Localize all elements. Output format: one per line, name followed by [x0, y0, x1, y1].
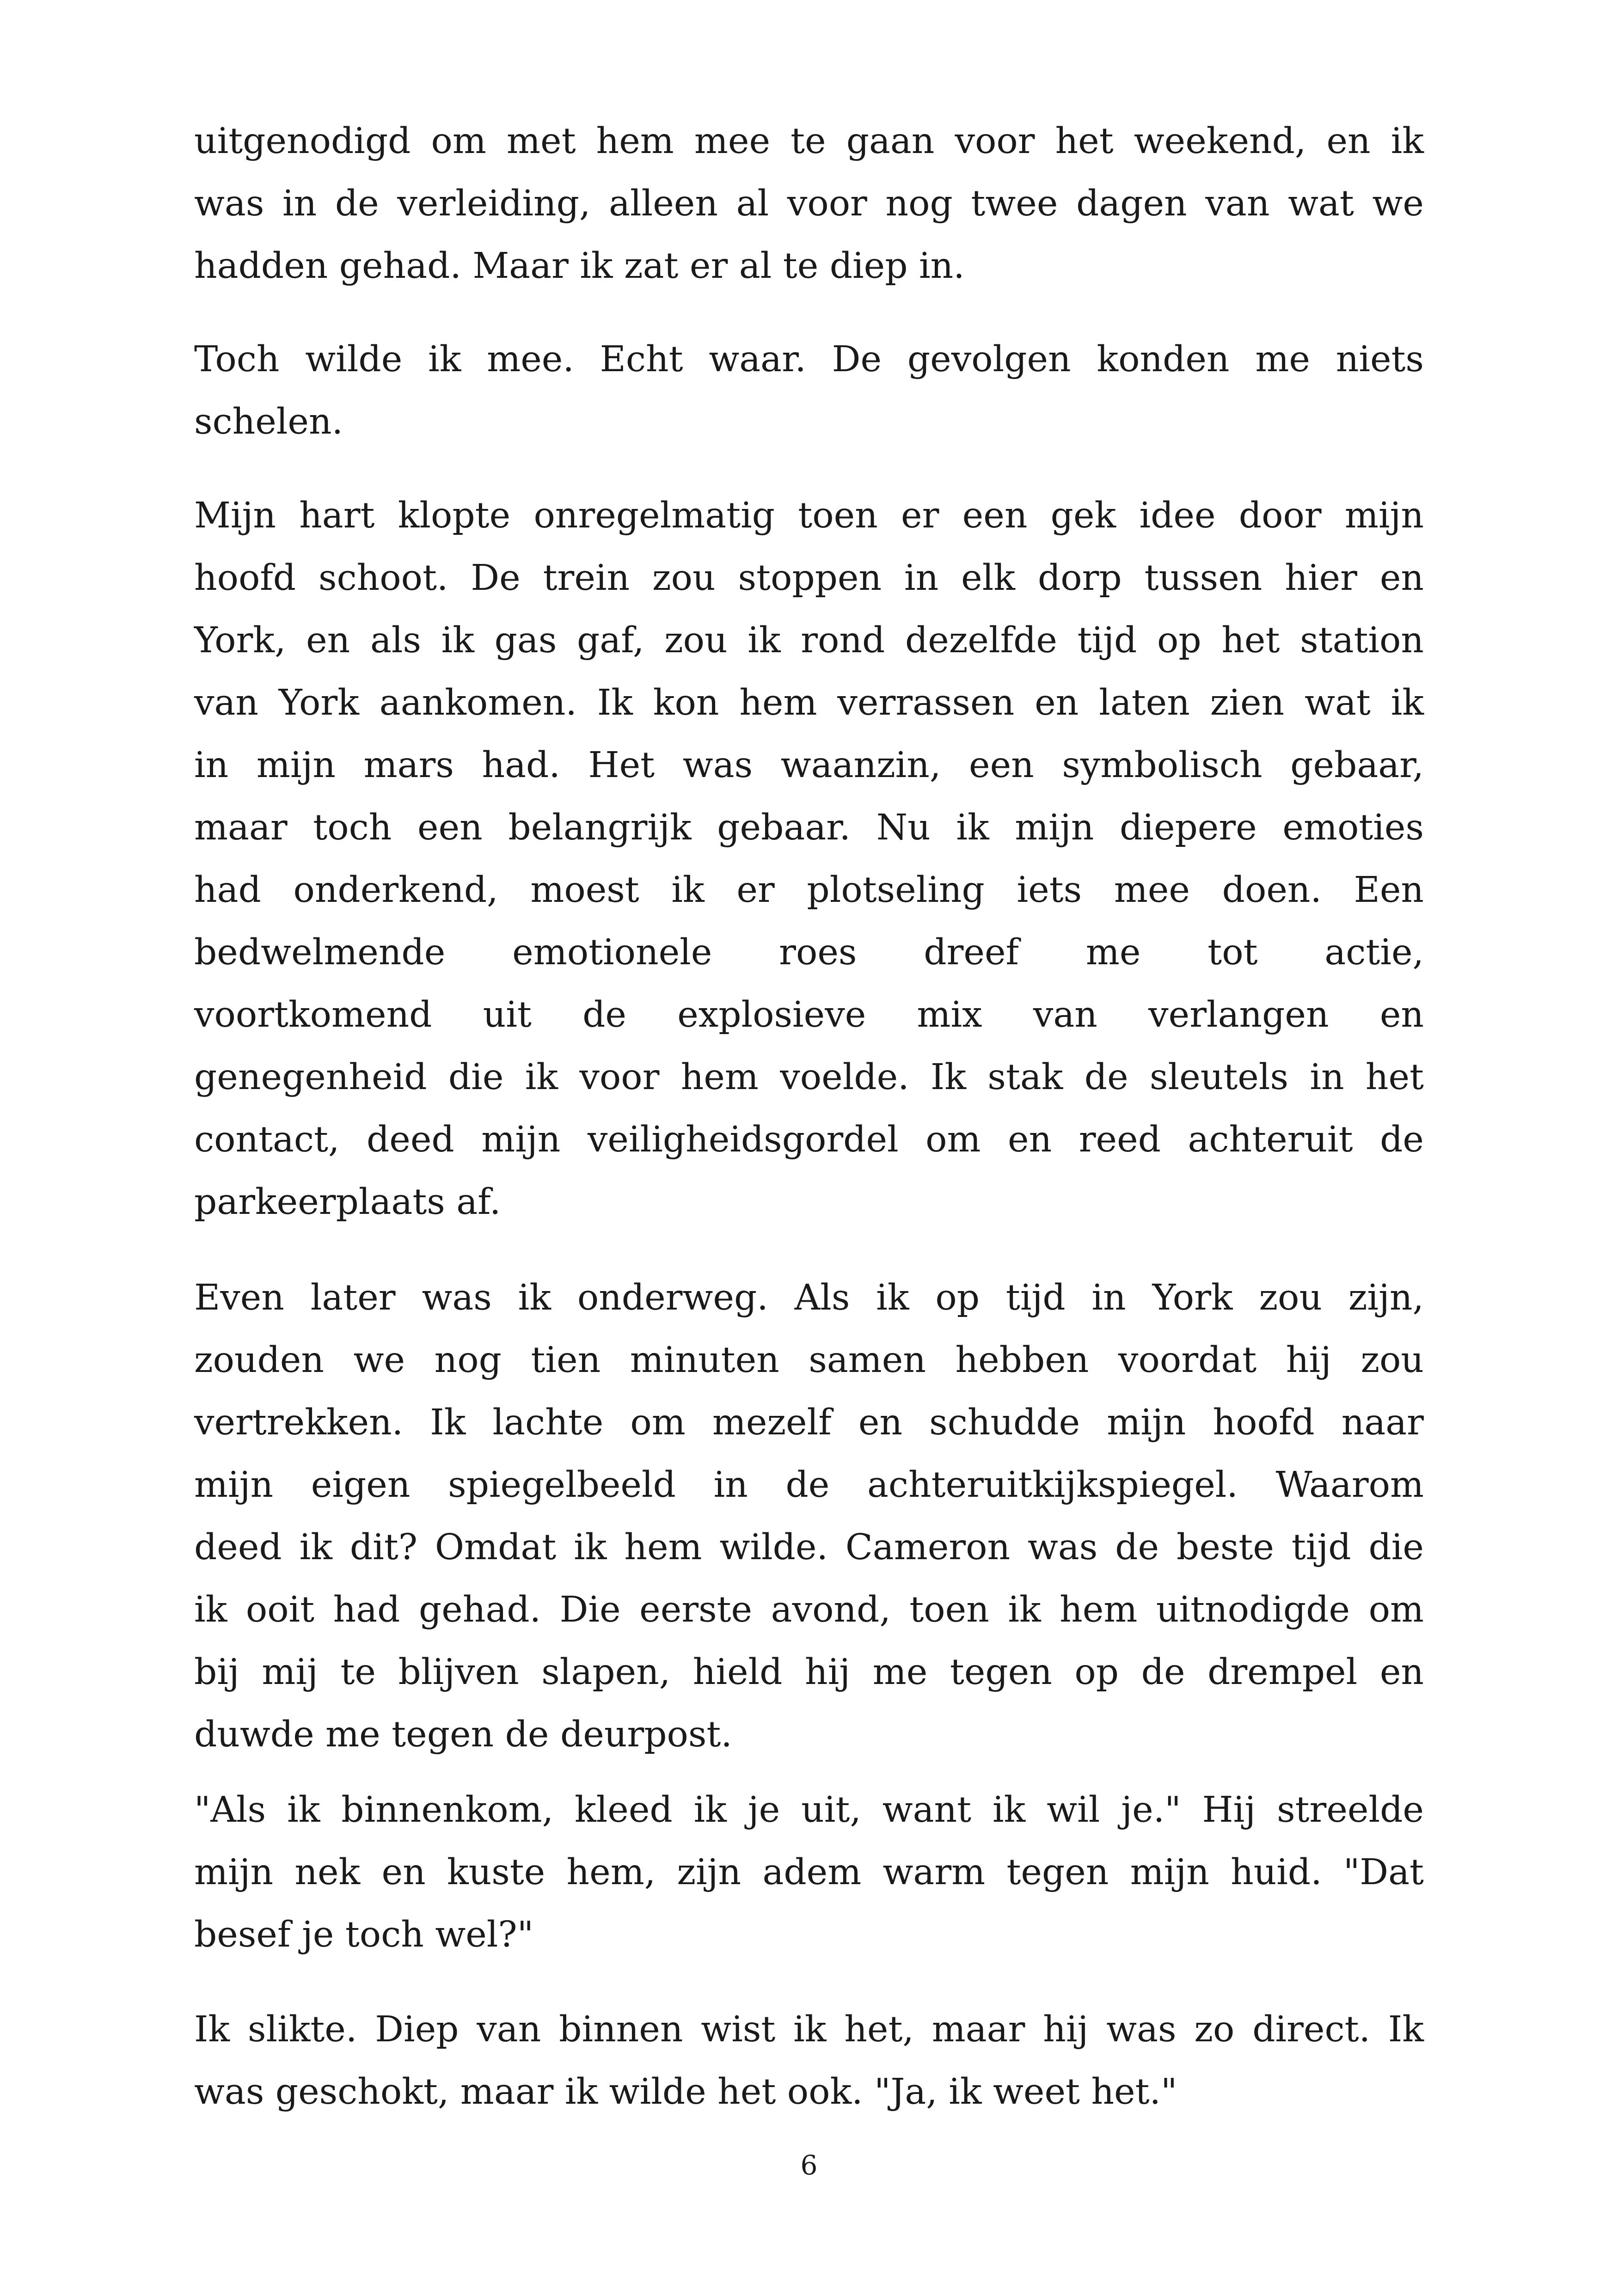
text-line: Toch wilde ik mee. Echt waar. De gevolgen konden me niets: [194, 339, 1424, 380]
text-line: York, en als ik gas gaf, zou ik rond dezelfde tijd op het station: [194, 620, 1424, 661]
text-line: besef je toch wel?": [194, 1914, 534, 1955]
text-line: mijn nek en kuste hem, zijn adem warm tegen mijn huid. "Dat: [194, 1852, 1424, 1893]
text-line: Mijn hart klopte onregelmatig toen er een gek idee door mijn: [194, 495, 1424, 536]
text-line: Even later was ik onderweg. Als ik op tijd in York zou zijn,: [194, 1277, 1424, 1318]
text-line: van York aankomen. Ik kon hem verrassen en laten zien wat ik: [194, 682, 1424, 723]
paragraph: [194, 328, 1424, 453]
text-line: hoofd schoot. De trein zou stoppen in elk dorp tussen hier en: [194, 557, 1424, 599]
text-line: hadden gehad. Maar ik zat er al te diep in.: [194, 245, 965, 287]
text-line: contact, deed mijn veiligheidsgordel om en reed achteruit de: [194, 1119, 1424, 1160]
paragraph: [194, 1779, 1424, 1966]
text-line: was geschokt, maar ik wilde het ook. "Ja, ik weet het.": [194, 2071, 1177, 2112]
text-line: uitgenodigd om met hem mee te gaan voor het weekend, en ik: [194, 121, 1424, 162]
page-number: 6: [800, 2149, 818, 2181]
text-line: deed ik dit? Omdat ik hem wilde. Cameron was de beste tijd die: [194, 1527, 1424, 1568]
paragraph: [194, 110, 1424, 297]
text-line: was in de verleiding, alleen al voor nog twee dagen van wat we: [194, 183, 1424, 224]
text-line: maar toch een belangrijk gebaar. Nu ik mijn diepere emoties: [194, 807, 1424, 848]
text-line: mijn eigen spiegelbeeld in de achteruitkijkspiegel. Waarom: [194, 1464, 1424, 1506]
text-line: zouden we nog tien minuten samen hebben voordat hij zou: [194, 1340, 1424, 1381]
paragraph: [194, 484, 1424, 1233]
book-page: [194, 0, 1424, 2296]
text-line: had onderkend, moest ik er plotseling iets mee doen. Een: [194, 869, 1424, 911]
paragraph: [194, 1267, 1424, 1766]
text-line: "Als ik binnenkom, kleed ik je uit, want ik wil je." Hij streelde: [194, 1789, 1424, 1831]
text-line: ik ooit had gehad. Die eerste avond, toen ik hem uitnodigde om: [194, 1589, 1424, 1630]
text-line: voortkomend uit de explosieve mix van verlangen en: [194, 994, 1424, 1035]
paragraph: [194, 1998, 1424, 2123]
text-line: Ik slikte. Diep van binnen wist ik het, maar hij was zo direct. Ik: [194, 2009, 1424, 2050]
text-line: schelen.: [194, 401, 343, 442]
text-line: parkeerplaats af.: [194, 1182, 501, 1223]
text-line: vertrekken. Ik lachte om mezelf en schudde mijn hoofd naar: [194, 1402, 1424, 1443]
text-line: in mijn mars had. Het was waanzin, een symbolisch gebaar,: [194, 745, 1424, 786]
text-line: duwde me tegen de deurpost.: [194, 1714, 732, 1755]
text-line: bij mij te blijven slapen, hield hij me tegen op de drempel en: [194, 1652, 1424, 1693]
text-line: bedwelmende emotionele roes dreef me tot actie,: [194, 932, 1424, 973]
text-line: genegenheid die ik voor hem voelde. Ik stak de sleutels in het: [194, 1057, 1424, 1098]
